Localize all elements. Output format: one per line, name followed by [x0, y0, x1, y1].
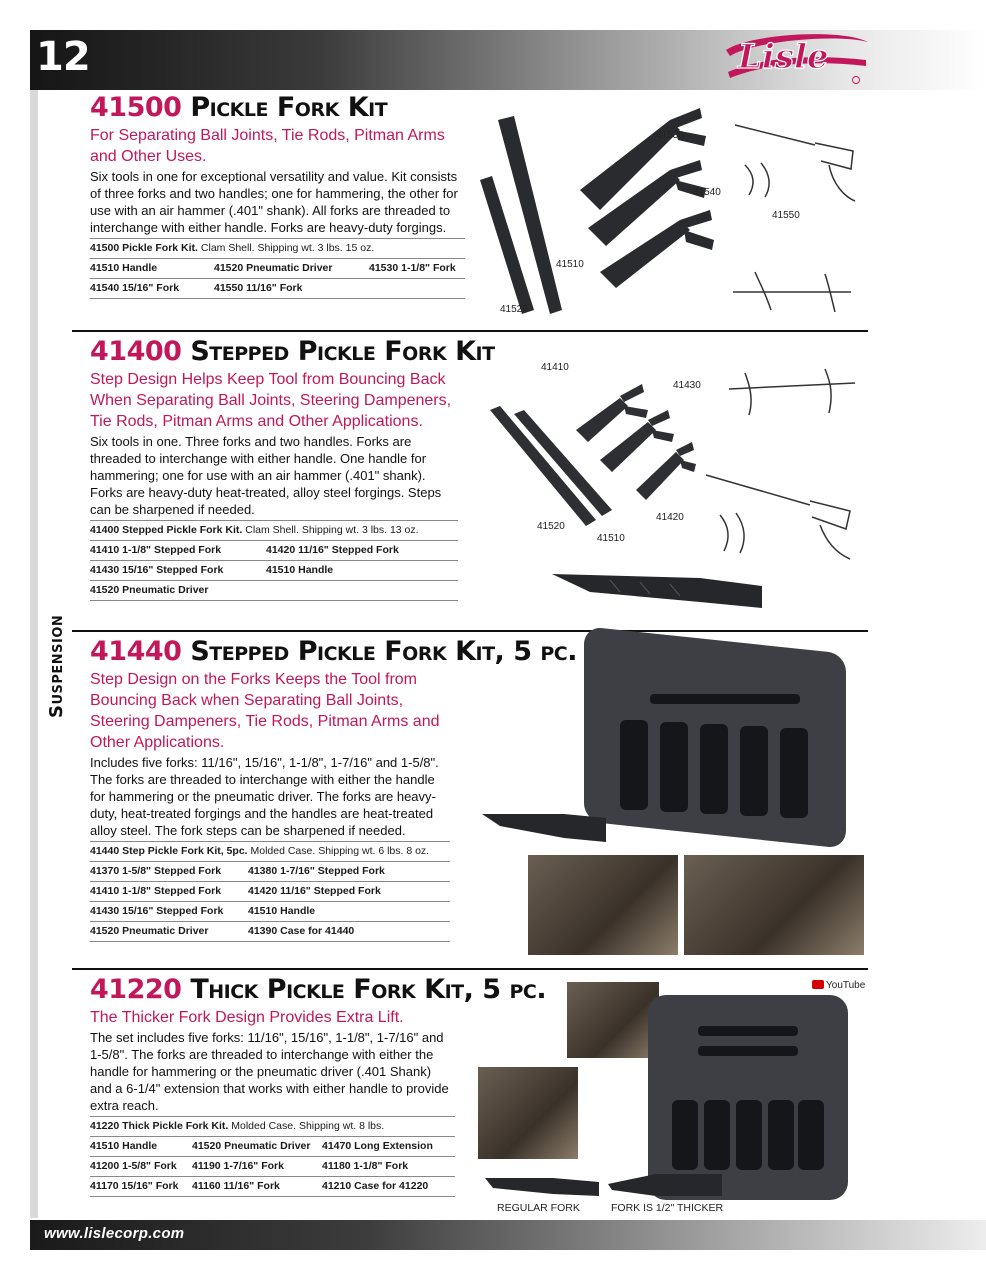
- table-row: 41410 1-1/8" Stepped Fork 41420 11/16" Stepped Fork: [90, 541, 458, 561]
- callout-label: 41520: [537, 521, 565, 532]
- product-subtitle: Step Design Helps Keep Tool from Bouncing Back When Separating Ball Joints, Steering Dampeners, Tie Rods, Pitman Arms and Other Applications.: [90, 371, 452, 430]
- table-row: 41170 15/16" Fork 41160 11/16" Fork 41210 Case for 41220: [90, 1177, 455, 1197]
- table-row: 41540 15/16" Fork 41550 11/16" Fork: [90, 279, 465, 299]
- kit-line: 41440 Step Pickle Fork Kit, 5pc. Molded Case. Shipping wt. 6 lbs. 8 oz.: [90, 842, 450, 862]
- callout-label: 41540: [693, 187, 721, 198]
- kit-line: 41400 Stepped Pickle Fork Kit. Clam Shell. Shipping wt. 3 lbs. 13 oz.: [90, 521, 458, 541]
- spec-table: [90, 520, 458, 601]
- product-subtitle: Step Design on the Forks Keeps the Tool from Bouncing Back when Separating Ball Joints, Steering Dampeners, Tie Rods, Pitman Arms and Other Applications.: [90, 671, 440, 751]
- category-label: Suspension: [46, 614, 67, 718]
- usage-illustration: [725, 365, 865, 425]
- stepped-fork-kit-image: [480, 370, 700, 530]
- product-number: 41440: [90, 636, 182, 667]
- product-subtitle: For Separating Ball Joints, Tie Rods, Pitman Arms and Other Uses.: [90, 127, 445, 165]
- table-row: 41520 Pneumatic Driver: [90, 581, 458, 601]
- stepped-fork-closeup: [550, 562, 770, 612]
- footer-url[interactable]: www.lislecorp.com: [44, 1225, 185, 1242]
- kit-line: 41500 Pickle Fork Kit. Clam Shell. Shipping wt. 3 lbs. 15 oz.: [90, 239, 465, 259]
- section-41220: [90, 974, 547, 1197]
- callout-label: 41430: [673, 380, 701, 391]
- product-title: [90, 974, 547, 1005]
- usage-illustration: [725, 262, 865, 322]
- usage-illustration: [700, 455, 860, 565]
- table-row: 41510 Handle 41520 Pneumatic Driver 41530 1-1/8" Fork: [90, 259, 465, 279]
- regular-fork-image: [483, 1170, 603, 1200]
- usage-photo: [528, 855, 678, 955]
- section-divider: [72, 330, 868, 332]
- table-row: 41200 1-5/8" Fork 41190 1-7/16" Fork 41180 1-1/8" Fork: [90, 1157, 455, 1177]
- product-number: 41400: [90, 336, 182, 367]
- case-forks: [668, 1020, 828, 1180]
- product-title: [90, 336, 495, 367]
- product-name: Pickle Fork Kit: [190, 92, 388, 123]
- section-41500: [90, 93, 465, 299]
- section-divider: [72, 630, 868, 632]
- section-divider: [72, 968, 868, 970]
- product-name: Stepped Pickle Fork Kit, 5 pc.: [190, 636, 578, 667]
- product-number: 41220: [90, 974, 182, 1005]
- product-description: Includes five forks: 11/16", 15/16", 1-1/8", 1-7/16" and 1-5/8". The forks are threaded to interchange with either the handle for hammering or the pneumatic driver. The forks are heavy-duty, heat-treated forgings and the handles are heat-treated alloy steel. The fork steps can be sharpened if needed.: [90, 755, 439, 838]
- callout-label: 41510: [597, 533, 625, 544]
- table-row: 41520 Pneumatic Driver 41390 Case for 41440: [90, 922, 450, 942]
- spec-table: [90, 1116, 455, 1197]
- product-subtitle: The Thicker Fork Design Provides Extra Lift.: [90, 1009, 404, 1026]
- footer-bar: [30, 1220, 986, 1250]
- product-description: Six tools in one. Three forks and two handles. Forks are threaded to interchange with either handle. One handle for hammering; one for use with an air hammer (.401" shank). Forks are heavy-duty heat-treated, alloy steel forgings. Steps can be sharpened if needed.: [90, 434, 442, 517]
- caption-thick-fork: FORK IS 1/2" THICKER: [611, 1202, 724, 1214]
- case-forks: [610, 690, 830, 820]
- product-number: 41500: [90, 92, 182, 123]
- spec-table: [90, 841, 450, 942]
- thick-fork-image: [606, 1168, 726, 1200]
- section-41400: [90, 336, 495, 601]
- product-description: Six tools in one for exceptional versatility and value. Kit consists of three forks and two handles; one for hammering, the other for use with an air hammer (.401" shank). All forks are threaded to interchange with either handle. Forks are heavy-duty forgings.: [90, 169, 458, 235]
- usage-photo: [478, 1067, 578, 1159]
- youtube-badge[interactable]: YouTube: [812, 980, 865, 991]
- side-rule: [30, 90, 38, 1218]
- spec-table: [90, 238, 465, 299]
- table-row: 41430 15/16" Stepped Fork 41510 Handle: [90, 902, 450, 922]
- kit-line: 41220 Thick Pickle Fork Kit. Molded Case. Shipping wt. 8 lbs.: [90, 1117, 455, 1137]
- product-title: [90, 636, 578, 667]
- callout-label: 41420: [656, 512, 684, 523]
- product-name: Thick Pickle Fork Kit, 5 pc.: [190, 974, 547, 1005]
- callout-label: 41550: [772, 210, 800, 221]
- table-row: 41510 Handle 41520 Pneumatic Driver 41470 Long Extension: [90, 1137, 455, 1157]
- usage-photo: [684, 855, 864, 955]
- svg-text:Lisle: Lisle: [738, 37, 829, 77]
- section-41440: [90, 636, 578, 942]
- product-description: The set includes five forks: 11/16", 15/16", 1-1/8", 1-7/16" and 1-5/8". The forks are threaded to interchange with either the handle for hammering or the pneumatic driver (.401 Shank) and a 6-1/4" extension that works with either handle to provide extra reach.: [90, 1030, 449, 1113]
- callout-label: 41530: [656, 130, 684, 141]
- callout-label: 41520: [500, 304, 528, 315]
- callout-label: 41510: [556, 259, 584, 270]
- table-row: 41430 15/16" Stepped Fork 41510 Handle: [90, 561, 458, 581]
- product-name: Stepped Pickle Fork Kit: [190, 336, 495, 367]
- caption-regular-fork: REGULAR FORK: [497, 1202, 580, 1214]
- table-row: 41410 1-1/8" Stepped Fork 41420 11/16" Stepped Fork: [90, 882, 450, 902]
- stepped-fork-closeup: [480, 800, 610, 850]
- usage-illustration: [725, 105, 865, 205]
- table-row: 41370 1-5/8" Stepped Fork 41380 1-7/16" Stepped Fork: [90, 862, 450, 882]
- page-number: 12: [36, 34, 90, 80]
- usage-photo: [567, 982, 659, 1058]
- product-title: [90, 93, 465, 123]
- youtube-icon: [812, 980, 824, 989]
- lisle-logo[interactable]: [720, 20, 870, 90]
- callout-label: 41410: [541, 362, 569, 373]
